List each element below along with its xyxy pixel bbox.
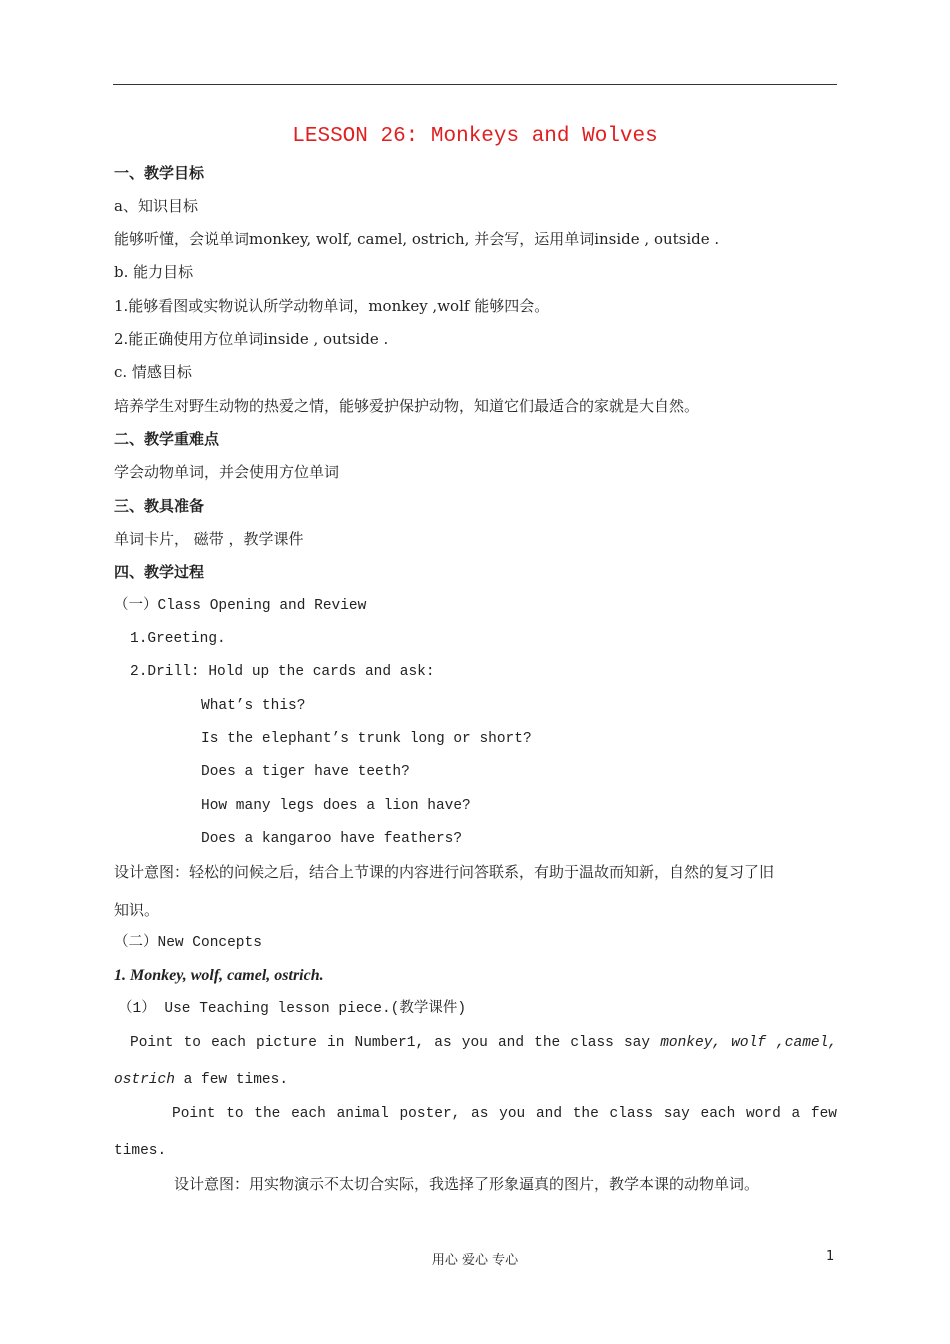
- page-number: 1: [826, 1249, 835, 1264]
- poster-instruction-line-2: times.: [114, 1143, 167, 1159]
- footer-motto: 用心 爱心 专心: [431, 1253, 519, 1268]
- point-instruction-end: a few times.: [174, 1072, 289, 1088]
- emotion-goal-label: c. 情感目标: [114, 363, 192, 381]
- greeting-step: 1.Greeting.: [130, 631, 226, 647]
- ability-goal-2: 2.能正确使用方位单词inside , outside .: [114, 330, 389, 348]
- emotion-goal-text: 培养学生对野生动物的热爱之情，能够爱护保护动物，知道它们最适合的家就是大自然。: [114, 397, 700, 415]
- header-rule: [113, 84, 837, 85]
- drill-question: How many legs does a lion have?: [201, 798, 471, 814]
- section-2-text: 学会动物单词，并会使用方位单词: [114, 463, 340, 481]
- point-instruction-line-1: [114, 1033, 837, 1053]
- point-instruction-line-2: [114, 1070, 288, 1090]
- section-1-heading: 一、教学目标: [114, 164, 205, 182]
- drill-question: Does a kangaroo have feathers?: [201, 831, 463, 847]
- knowledge-goal-label: a、知识目标: [114, 197, 198, 215]
- part-1-heading: （一）Class Opening and Review: [114, 598, 367, 614]
- drill-question: What’s this?: [201, 698, 306, 714]
- vocabulary-word-ostrich: ostrich: [114, 1072, 175, 1088]
- design-intent-1-line-1: 设计意图：轻松的问候之后，结合上节课的内容进行问答联系，有助于温故而知新，自然的复习了旧: [114, 863, 775, 881]
- drill-question: Is the elephant’s trunk long or short?: [201, 731, 532, 747]
- poster-instruction-line-1: Point to the each animal poster, as you and the class say each word a few: [172, 1106, 837, 1122]
- section-3-text: 单词卡片， 磁带 ，教学课件: [114, 530, 304, 548]
- new-words-item: 1. Monkey, wolf, camel, ostrich.: [114, 967, 324, 984]
- vocabulary-words: monkey, wolf ,camel,: [660, 1035, 838, 1051]
- drill-question: Does a tiger have teeth?: [201, 764, 410, 780]
- ability-goal-1: 1.能够看图或实物说认所学动物单词，monkey ,wolf 能够四会。: [114, 297, 550, 315]
- knowledge-goal-text: 能够听懂，会说单词monkey, wolf, camel, ostrich, 并会写，运用单词inside , outside .: [114, 230, 720, 248]
- design-intent-1-line-2: 知识。: [114, 901, 160, 919]
- part-2-heading: （二）New Concepts: [114, 935, 262, 951]
- drill-step: 2.Drill: Hold up the cards and ask:: [130, 664, 435, 680]
- lesson-title: LESSON 26: Monkeys and Wolves: [292, 125, 658, 148]
- section-3-heading: 三、教具准备: [114, 497, 205, 515]
- section-4-heading: 四、教学过程: [114, 563, 205, 581]
- section-2-heading: 二、教学重难点: [114, 430, 220, 448]
- design-intent-2: 设计意图：用实物演示不太切合实际，我选择了形象逼真的图片，教学本课的动物单词。: [174, 1175, 760, 1193]
- ability-goal-label: b. 能力目标: [114, 263, 194, 281]
- point-instruction-text: Point to each picture in Number1, as you and the class say: [130, 1035, 651, 1051]
- teaching-step-1: （1） Use Teaching lesson piece.(教学课件): [118, 1001, 467, 1017]
